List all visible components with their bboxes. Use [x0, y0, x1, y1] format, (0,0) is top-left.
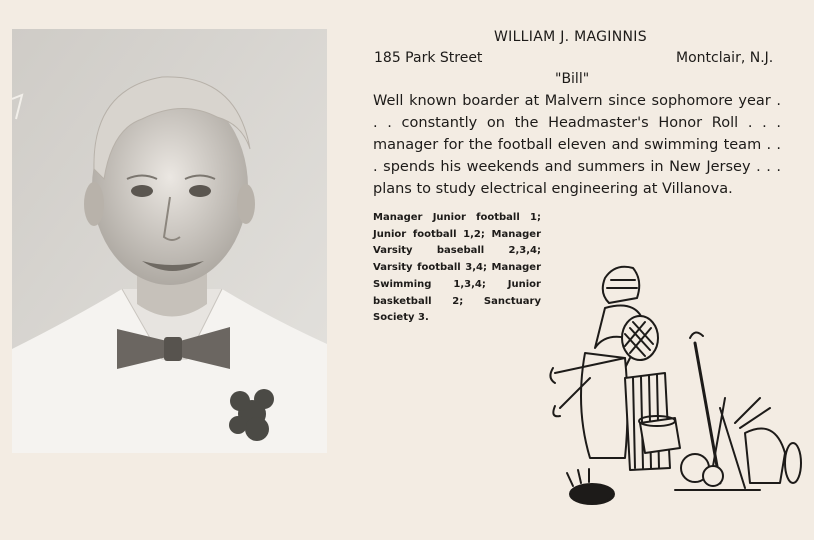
activities-list: Manager Junior football 1; Junior football 1,2; Manager Varsity baseball 2,3,4; Varsity football 3,4; Manager Swimming 1,3,4; Junior basketball 2; Sanctuary Society 3.	[373, 212, 541, 324]
student-name: WILLIAM J. MAGINNIS	[494, 29, 647, 45]
portrait-photo	[12, 29, 327, 453]
city-state: Montclair, N.J.	[676, 50, 774, 66]
bio-text: Well known boarder at Malvern since sophomore year . . . constantly on the Headmaster's Honor Roll . . . manager for the football eleven and swimming team . . . spends his weekends and summers in New Jersey . . . plans to study electrical engineering at Villanova.	[373, 93, 781, 197]
nickname: "Bill"	[555, 71, 590, 87]
street-address: 185 Park Street	[374, 50, 483, 66]
bio-paragraph	[373, 90, 781, 200]
sports-equipment-cartoon	[545, 258, 805, 520]
